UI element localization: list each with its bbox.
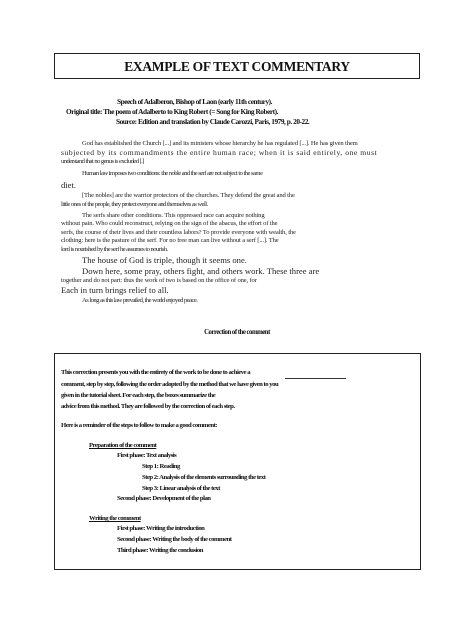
text-line-16: Each in turn brings relief to all. <box>61 285 169 295</box>
correction-box <box>54 353 421 570</box>
source-line-3: Source: Edition and translation by Claude Carozzi, Paris, 1979, p. 20-22. <box>116 117 310 126</box>
text-line-13: The house of God is triple, though it seems one. <box>82 255 247 265</box>
preparation-title: Preparation of the comment <box>89 442 157 449</box>
preparation-phase-2: Second phase: Development of the plan <box>117 495 211 502</box>
text-line-5: diet. <box>61 180 77 190</box>
writing-phase-1: First phase: Writing the introduction <box>117 525 205 532</box>
source-line-2: Original title: The poem of Adalberto to King Robert (= Song for King Robert). <box>66 107 279 116</box>
intro-line-3: given in the tutorial sheet. For each step, the boxes summarize the <box>61 392 216 399</box>
intro-line-2: comment, step by step, following the order adopted by the method that we have given to you <box>61 381 279 388</box>
text-line-14: Down here, some pray, others fight, and others work. These three are <box>82 266 320 276</box>
text-line-15: together and do not part: thus the work of two is based on the office of one, for <box>61 277 257 284</box>
text-line-3: understand that no genus is excluded [.] <box>61 158 144 165</box>
text-line-4: Human law imposes two conditions: the noble and the serf are not subject to the same <box>82 170 263 177</box>
intro-line-1: This correction presents you with the entirety of the work to be done to achieve a <box>61 369 251 376</box>
preparation-phase-1: First phase: Text analysis <box>117 452 177 459</box>
text-line-12: lord is nourished by the serf he assumes to nourish. <box>61 246 168 253</box>
source-line-1: Speech of Adalberon, Bishop of Laon (early 11th century). <box>117 97 273 106</box>
writing-phase-2: Second phase: Writing the body of the comment <box>117 536 232 543</box>
text-line-7: little ones of the people, they protect everyone and themselves as well. <box>61 201 208 208</box>
text-line-10: serfs, the course of their lives and their countless labors? To provide everyone with wealth, the <box>61 229 296 236</box>
text-line-17: As long as this law prevailed, the world enjoyed peace. <box>82 297 198 304</box>
step-1: Step 1: Reading <box>142 463 180 470</box>
step-3: Step 3: Linear analysis of the text <box>142 485 220 492</box>
intro-line-4: advice from this method. They are followed by the correction of each step. <box>61 403 235 410</box>
text-line-1: God has established the Church [...] and its ministers whose hierarchy he has regulated [...]. He has given them <box>82 140 358 147</box>
correction-heading: Correction of the comment <box>204 329 270 336</box>
document-title: EXAMPLE OF TEXT COMMENTARY <box>54 53 420 79</box>
step-2: Step 2: Analysis of the elements surrounding the text <box>142 474 266 481</box>
text-line-6: [The nobles] are the warrior protectors of the churches. They defend the great and the <box>82 192 295 199</box>
reminder-line: Here is a reminder of the steps to follow to make a good comment: <box>61 422 218 429</box>
text-line-2: subjected by its commandments the entire human race; when it is said entirely, one must <box>61 148 378 157</box>
text-line-11: clothing: here is the pasture of the serf. For no free man can live without a serf [...]. The <box>61 237 279 244</box>
writing-title: Writing the comment <box>89 515 141 522</box>
text-line-9: without pain. Who could reconstruct, relying on the sign of the abacus, the effort of the <box>61 220 278 227</box>
underline-rule <box>285 378 346 379</box>
writing-phase-3: Third phase: Writing the conclusion <box>117 547 203 554</box>
text-line-8: The serfs share other conditions. This oppressed race can acquire nothing <box>82 212 265 219</box>
